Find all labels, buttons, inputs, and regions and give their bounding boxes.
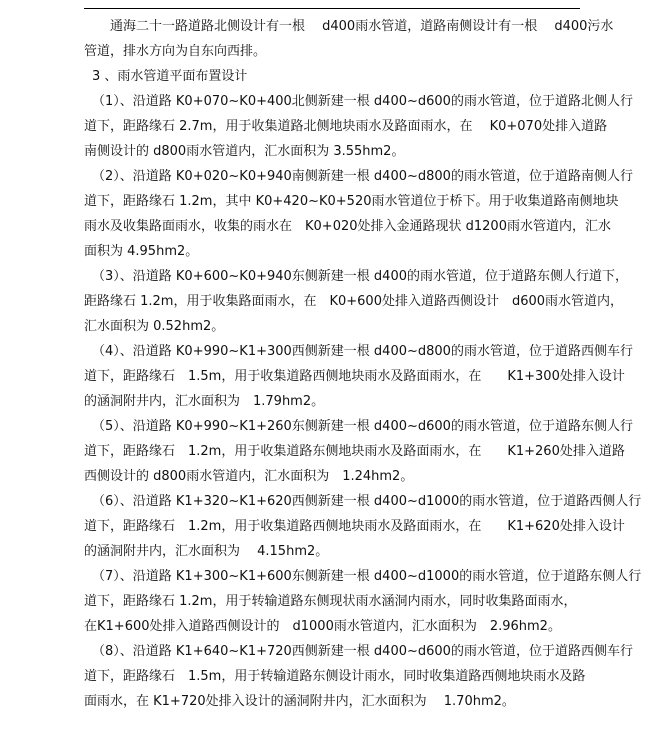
text-line: 南侧设计的 d800雨水管道内，汇水面积为 3.55hm2。 bbox=[84, 144, 405, 159]
paragraph-2 bbox=[84, 164, 633, 264]
section-heading-block bbox=[84, 64, 584, 89]
text-line: （7）、沿道路 K1+300~K1+600东侧新建一根 d400~d1000的雨水管道，位于道路东侧人行 bbox=[92, 569, 642, 584]
paragraph-8 bbox=[84, 639, 633, 714]
text-line: 的涵洞附井内，汇水面积为 4.15hm2。 bbox=[84, 544, 329, 559]
text-line: 道下，距路缘石 1.2m，其中 K0+420~K0+520雨水管道位于桥下。用于收集道路南侧地块 bbox=[84, 194, 619, 209]
text-line: （1）、沿道路 K0+070~K0+400北侧新建一根 d400~d600的雨水管道，位于道路北侧人行 bbox=[92, 94, 633, 109]
document-body bbox=[84, 14, 642, 714]
text-line: 道下，距路缘石 1.5m，用于收集道路西侧地块雨水及路面雨水，在 K1+300处排入设计 bbox=[84, 369, 625, 384]
text-line: （5）、沿道路 K0+990~K1+260东侧新建一根 d400~d600的雨水管道，位于道路东侧人行 bbox=[92, 419, 633, 434]
text-line: 面雨水，在 K1+720处排入设计的涵洞附井内，汇水面积为 1.70hm2。 bbox=[84, 694, 515, 709]
intro-paragraph bbox=[84, 14, 614, 64]
text-line: 面积为 4.95hm2。 bbox=[84, 244, 199, 259]
text-line: 在K1+600处排入道路西侧设计的 d1000雨水管道内，汇水面积为 2.96hm2。 bbox=[84, 619, 561, 634]
section-heading: 3 、雨水管道平面布置设计 bbox=[92, 69, 248, 84]
text-line: 管道，排水方向为自东向西排。 bbox=[84, 44, 267, 59]
header-rule bbox=[84, 8, 580, 9]
paragraph-3 bbox=[84, 264, 628, 339]
paragraph-6 bbox=[84, 489, 642, 564]
text-line: 道下，距路缘石 1.2m，用于收集道路西侧地块雨水及路面雨水，在 K1+620处排入设计 bbox=[84, 519, 625, 534]
paragraph-7 bbox=[84, 564, 642, 639]
paragraph-4 bbox=[84, 339, 633, 414]
text-line: （2）、沿道路 K0+020~K0+940南侧新建一根 d400~d800的雨水管道，位于道路南侧人行 bbox=[92, 169, 633, 184]
text-line: 道下，距路缘石 2.7m，用于收集道路北侧地块雨水及路面雨水，在 K0+070处排入道路 bbox=[84, 119, 608, 134]
text-line: （8）、沿道路 K1+640~K1+720西侧新建一根 d400~d600的雨水管道，位于道路西侧车行 bbox=[92, 644, 633, 659]
text-line: 汇水面积为 0.52hm2。 bbox=[84, 319, 225, 334]
text-line: 西侧设计的 d800雨水管道内，汇水面积为 1.24hm2。 bbox=[84, 469, 414, 484]
text-line: （3）、沿道路 K0+600~K0+940东侧新建一根 d400的雨水管道，位于道路东侧人行道下， bbox=[92, 269, 628, 284]
text-line: 的涵洞附井内，汇水面积为 1.79hm2。 bbox=[84, 394, 325, 409]
paragraph-5 bbox=[84, 414, 633, 489]
text-line: 雨水及收集路面雨水，收集的雨水在 K0+020处排入金通路现状 d1200雨水管道内，汇水 bbox=[84, 219, 611, 234]
text-line: （4）、沿道路 K0+990~K1+300西侧新建一根 d400~d800的雨水管道，位于道路西侧车行 bbox=[92, 344, 633, 359]
text-line: 通海二十一路道路北侧设计有一根 d400雨水管道，道路南侧设计有一根 d400污水 bbox=[110, 19, 614, 34]
text-line: 道下，距路缘石 1.2m，用于收集道路东侧地块雨水及路面雨水，在 K1+260处排入道路 bbox=[84, 444, 625, 459]
text-line: 距路缘石 1.2m，用于收集路面雨水，在 K0+600处排入道路西侧设计 d600雨水管道内， bbox=[84, 294, 624, 309]
text-line: （6）、沿道路 K1+320~K1+620西侧新建一根 d400~d1000的雨水管道，位于道路西侧人行 bbox=[92, 494, 642, 509]
text-line: 道下，距路缘石 1.5m，用于转输道路东侧设计雨水，同时收集道路西侧地块雨水及路 bbox=[84, 669, 586, 684]
paragraph-1 bbox=[84, 89, 633, 164]
text-line: 道下，距路缘石 1.2m，用于转输道路东侧现状雨水涵洞内雨水，同时收集路面雨水， bbox=[84, 594, 577, 609]
